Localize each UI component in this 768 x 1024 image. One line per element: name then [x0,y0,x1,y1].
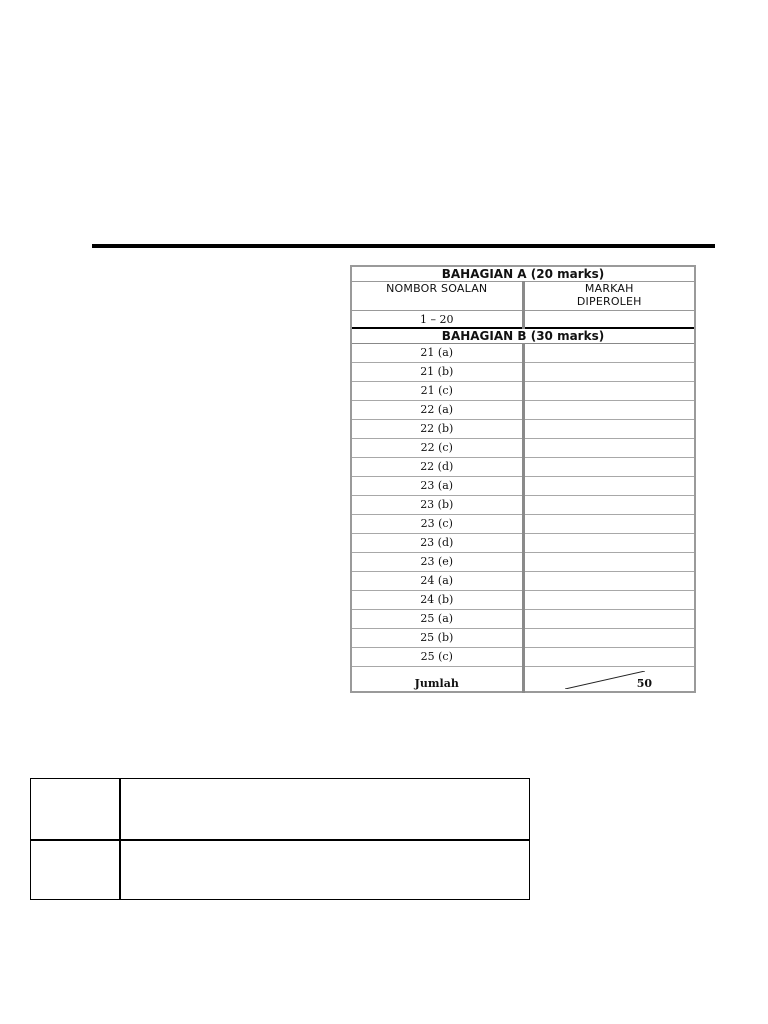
question-marks-cell[interactable] [523,572,695,591]
question-number: 23 (b) [351,496,523,515]
question-marks-cell[interactable] [523,439,695,458]
marks-table [350,265,696,693]
column-header-marks-line1: MARKAH [584,282,634,295]
question-number: 22 (d) [351,458,523,477]
question-marks-cell[interactable] [523,496,695,515]
question-row [351,439,695,458]
question-marks-cell[interactable] [523,610,695,629]
question-row [351,458,695,477]
question-number: 22 (b) [351,420,523,439]
question-marks-cell[interactable] [523,477,695,496]
question-number: 21 (b) [351,363,523,382]
candidate-box-cell-label-1 [31,779,119,839]
question-number: 25 (c) [351,648,523,667]
question-number: 21 (a) [351,344,523,363]
section-b-title: BAHAGIAN B (30 marks) [351,328,695,344]
candidate-box-cell-value-2[interactable] [121,841,529,899]
question-row [351,648,695,667]
question-number: 23 (a) [351,477,523,496]
question-number: 25 (a) [351,610,523,629]
section-a-range: 1 – 20 [351,311,523,329]
total-marks-cell[interactable] [523,667,695,693]
column-header-marks-line2: DIPEROLEH [576,295,642,308]
candidate-box-cell-value-1[interactable] [121,779,529,839]
question-marks-cell[interactable] [523,648,695,667]
question-number: 22 (c) [351,439,523,458]
total-label: Jumlah [351,667,523,693]
question-row [351,382,695,401]
question-row [351,591,695,610]
question-number: 24 (b) [351,591,523,610]
question-marks-cell[interactable] [523,458,695,477]
question-number: 24 (a) [351,572,523,591]
question-row [351,496,695,515]
section-a-marks-cell[interactable] [523,311,695,329]
question-number: 25 (b) [351,629,523,648]
total-slash-line [565,671,645,689]
question-marks-cell[interactable] [523,382,695,401]
question-row [351,572,695,591]
header-rule [92,244,715,248]
question-marks-cell[interactable] [523,515,695,534]
question-row [351,344,695,363]
question-marks-cell[interactable] [523,344,695,363]
question-number: 23 (e) [351,553,523,572]
section-a-title: BAHAGIAN A (20 marks) [351,266,695,282]
question-number: 21 (c) [351,382,523,401]
question-row [351,534,695,553]
question-number: 23 (d) [351,534,523,553]
question-marks-cell[interactable] [523,534,695,553]
question-row [351,401,695,420]
question-marks-cell[interactable] [523,553,695,572]
question-marks-cell[interactable] [523,629,695,648]
question-number: 22 (a) [351,401,523,420]
question-row [351,363,695,382]
candidate-info-box [30,778,530,900]
question-row [351,610,695,629]
column-header-marks [523,282,695,311]
question-marks-cell[interactable] [523,401,695,420]
question-row [351,629,695,648]
question-row [351,515,695,534]
question-row [351,477,695,496]
column-header-question: NOMBOR SOALAN [351,282,523,311]
question-row [351,553,695,572]
question-marks-cell[interactable] [523,591,695,610]
question-number: 23 (c) [351,515,523,534]
question-marks-cell[interactable] [523,420,695,439]
question-row [351,420,695,439]
candidate-box-cell-label-2 [31,841,119,899]
total-value: 50 [636,677,652,690]
question-marks-cell[interactable] [523,363,695,382]
